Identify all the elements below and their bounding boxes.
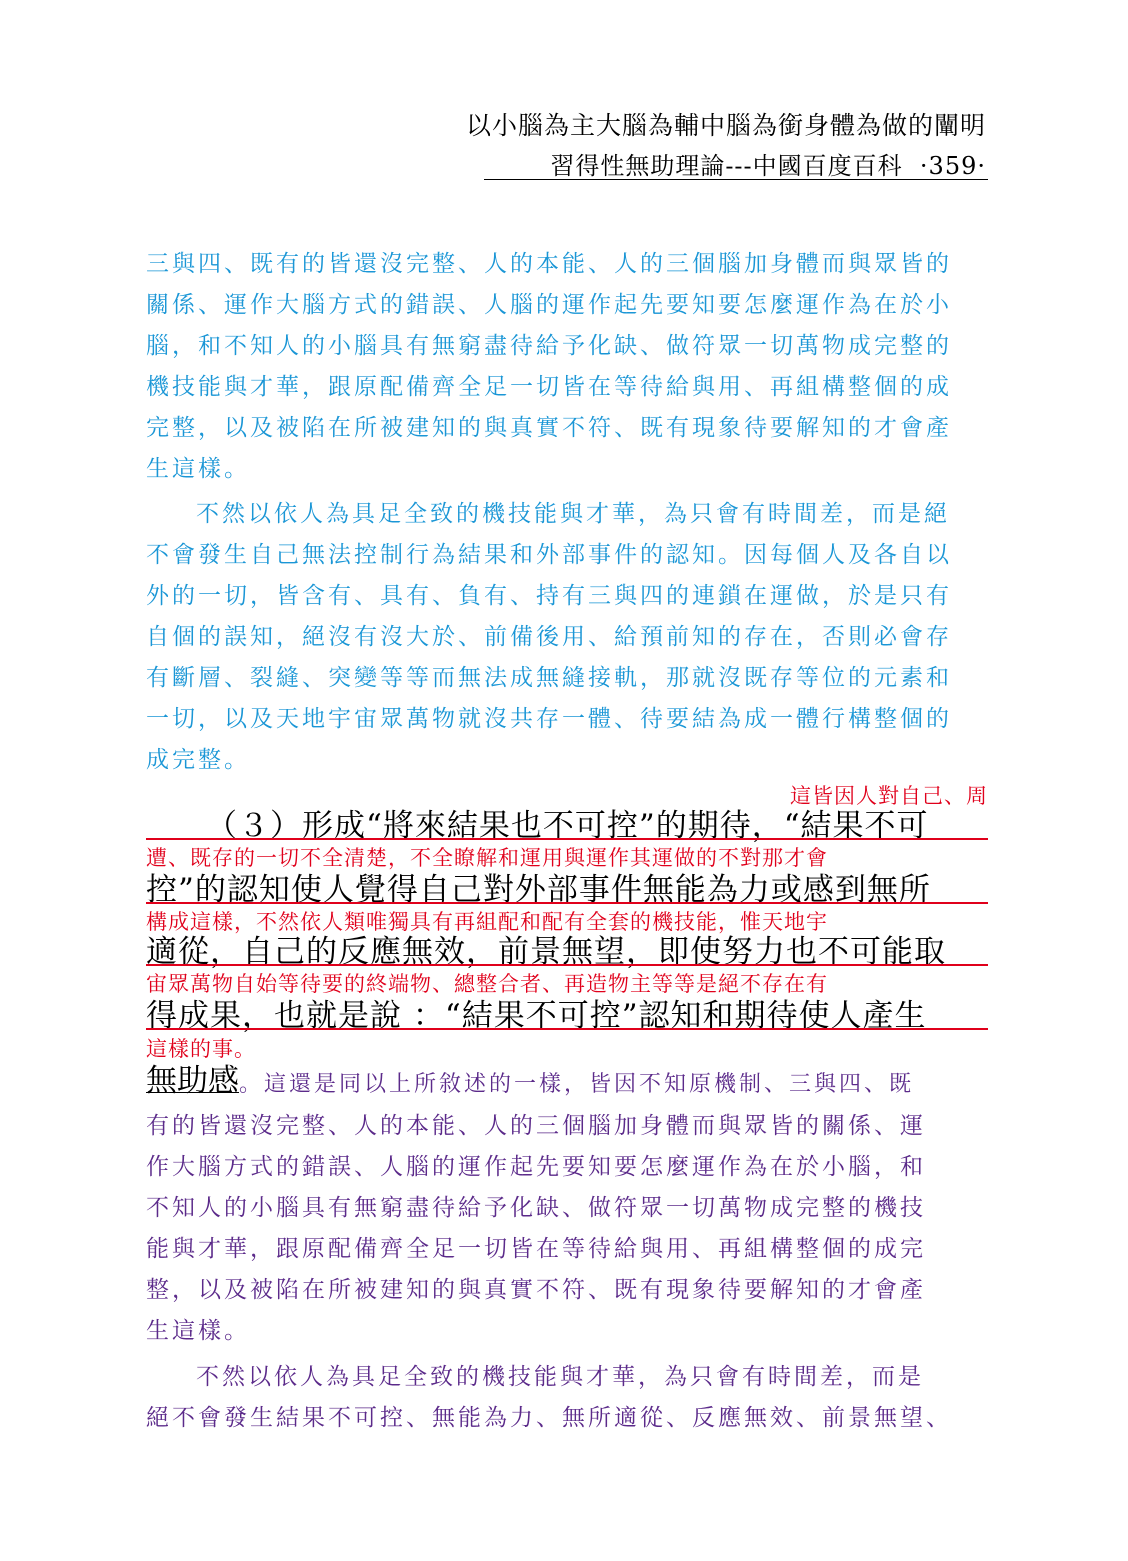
text-line: 自個的誤知，絕沒有沒大於、前備後用、給預前知的存在，否則必會存 (146, 624, 952, 650)
quote-text: 形成“將來結果也不可控”的期待，“結果不可 (302, 808, 929, 844)
helplessness-term: 無助感 (146, 1063, 239, 1099)
quote-line-5 (146, 1055, 988, 1100)
running-title: 以小腦為主大腦為輔中腦為銜身體為做的闡明 (465, 111, 986, 140)
red-underline (146, 838, 988, 840)
text-line: 三與四、既有的皆還沒完整、人的本能、人的三個腦加身體而與眾皆的 (146, 251, 952, 277)
red-underline (146, 902, 988, 904)
paragraph-4 (146, 1357, 988, 1439)
quote-line-3: 適從，自己的反應無效，前景無望，即使努力也不可能取 (146, 934, 946, 970)
quote-line-4: 得成果，也就是說 ：“結果不可控”認知和期待使人產生 (146, 998, 927, 1034)
running-subtitle (550, 146, 986, 181)
quote-line-2: 控”的認知使人覺得自己對外部事件無能為力或感到無所 (146, 872, 931, 908)
text-line: 有斷層、裂縫、突變等等而無法成無縫接軌，那就沒既存等位的元素和 (146, 665, 952, 691)
paragraph-1 (146, 244, 988, 490)
red-annotation: 這皆因人對自己、周 (790, 784, 988, 808)
red-underline (146, 964, 988, 966)
text-line: 一切，以及天地宇宙眾萬物就沒共存一體、待要結為成一體行構整個的 (146, 706, 952, 732)
text-line: 生這樣。 (146, 1318, 250, 1344)
text-line: 腦，和不知人的小腦具有無窮盡待給予化缺、做符眾一切萬物成完整的 (146, 333, 952, 359)
header-rule (484, 179, 988, 180)
text-line: 生這樣。 (146, 456, 250, 482)
text-line: 作大腦方式的錯誤、人腦的運作起先要知要怎麼運作為在於小腦，和 (146, 1154, 926, 1180)
red-annotation: 宙眾萬物自始等待要的終端物、總整合者、再造物主等等是絕不存在有 (146, 972, 828, 996)
quote-continuation: 。這還是同以上所敘述的一樣，皆因不知原機制、三與四、既 (239, 1072, 915, 1097)
text-line: 能與才華，跟原配備齊全足一切皆在等待給與用、再組構整個的成完 (146, 1236, 926, 1262)
red-underline (146, 1028, 988, 1030)
red-annotation: 遭、既存的一切不全清楚，不全瞭解和運用與運作其運做的不對那才會 (146, 846, 828, 870)
subtitle-text: 習得性無助理論---中國百度百科 (550, 152, 903, 180)
text-line: 機技能與才華，跟原配備齊全足一切皆在等待給與用、再組構整個的成 (146, 374, 952, 400)
section-number: （３） (206, 808, 302, 844)
text-line: 成完整。 (146, 747, 250, 773)
text-line: 完整，以及被陷在所被建知的與真實不符、既有現象待要解知的才會產 (146, 415, 952, 441)
text-line: 不會發生自己無法控制行為結果和外部事件的認知。因每個人及各自以 (146, 542, 952, 568)
red-annotation: 構成這樣，不然依人類唯獨具有再組配和配有全套的機技能，惟天地宇 (146, 910, 828, 934)
text-line: 絕不會發生結果不可控、無能為力、無所適從、反應無效、前景無望、 (146, 1405, 952, 1431)
text-line: 不然以依人為具足全致的機技能與才華，為只會有時間差，而是絕 (196, 501, 950, 527)
text-line: 不知人的小腦具有無窮盡待給予化缺、做符眾一切萬物成完整的機技 (146, 1195, 926, 1221)
text-line: 關係、運作大腦方式的錯誤、人腦的運作起先要知要怎麼運作為在於小 (146, 292, 952, 318)
page-number: ·359· (919, 152, 986, 180)
paragraph-3 (146, 1106, 988, 1352)
text-line: 整，以及被陷在所被建知的與真實不符、既有現象待要解知的才會產 (146, 1277, 926, 1303)
paragraph-2 (146, 494, 988, 781)
text-line: 不然以依人為具足全致的機技能與才華，為只會有時間差，而是 (196, 1364, 924, 1390)
red-annotation: 這樣的事。 (146, 1037, 256, 1061)
text-line: 有的皆還沒完整、人的本能、人的三個腦加身體而與眾皆的關係、運 (146, 1113, 926, 1139)
text-line: 外的一切，皆含有、具有、負有、持有三與四的連鎖在運做，於是只有 (146, 583, 952, 609)
